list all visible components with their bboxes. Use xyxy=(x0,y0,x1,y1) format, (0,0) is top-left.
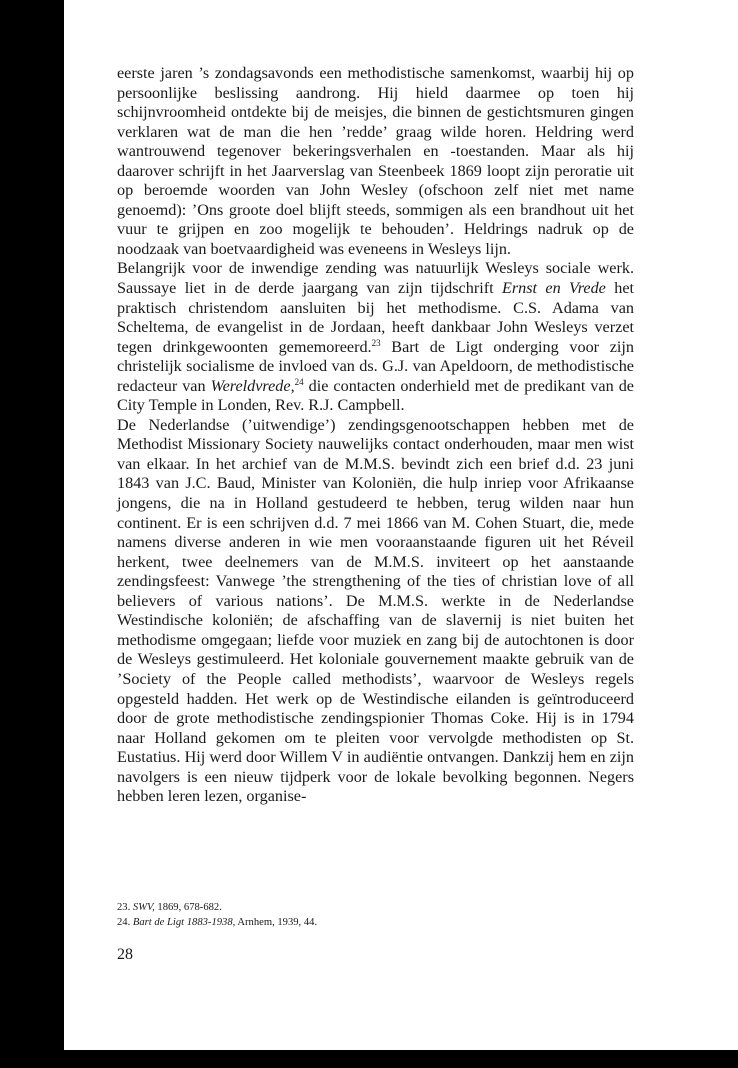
italic-text: Wereldvrede, xyxy=(210,376,295,395)
footnotes xyxy=(117,900,634,930)
text-run: 23. xyxy=(117,902,133,913)
italic-text: SWV, xyxy=(132,902,155,913)
page-number: 28 xyxy=(117,946,133,963)
text-run: 1869, 678-682. xyxy=(154,902,222,913)
footnote xyxy=(117,900,634,915)
text-run: eerste jaren ’s zondagsavonds een methodistische samenkomst, waarbij hij op persoonlijke beslissing aandrong. Hij hield daarmee op toen hij schijnvroomheid ontdekte bij de meisjes, die binnen de gestichtsmuren gingen verklaren wat de man die hen ’redde’ graag wilde horen. Heldring werd wantrouwend tegenover bekeringsverhalen en -toestanden. Maar als hij daarover schrijft in het Jaarverslag van Steenbeek 1869 loopt zijn peroratie uit op beroemde woorden van John Wesley (ofschoon zelf niet met name genoemd): ’Ons groote doel blijft steeds, sommigen als een brandhout uit het vuur te grijpen en zoo mogelijk te behouden’. Heldrings nadruk op de noodzaak van boetvaardigheid was eveneens in Wesleys lijn. xyxy=(117,64,634,258)
scan-border-left xyxy=(0,0,64,1068)
text-run: 24. xyxy=(117,917,133,928)
paragraph xyxy=(117,259,634,415)
text-run: Bart de Ligt onderging voor zijn christelijk socialisme de invloed van ds. G.J. van Apeldoorn, de methodistische redacteur van xyxy=(117,337,634,395)
footnote xyxy=(117,915,634,930)
italic-text: Ernst en Vrede xyxy=(501,279,606,298)
text-run: die contacten onderhield met de predikant van de City Temple in Londen, Rev. R.J. Campbell. xyxy=(117,376,634,415)
text-run: Belangrijk voor de inwendige zending was natuurlijk Wesleys sociale werk. Saussaye liet in de derde jaargang van zijn tijdschrift xyxy=(117,259,634,298)
text-run: Arnhem, 1939, 44. xyxy=(235,917,318,928)
text-run: het praktisch christendom aansluiten bij het methodisme. C.S. Adama van Scheltema, de evangelist in de Jordaan, heeft dankbaar John Wesleys verzet tegen drinkgewoonten gememoreerd. xyxy=(117,279,634,356)
paragraph xyxy=(117,416,634,807)
scan-border-bottom xyxy=(0,1050,738,1068)
body-text xyxy=(117,64,634,807)
italic-text: Bart de Ligt 1883-1938, xyxy=(132,917,236,928)
paragraph xyxy=(117,64,634,259)
footnote-ref: 23 xyxy=(371,337,381,348)
footnote-ref: 24 xyxy=(294,376,304,387)
text-run: De Nederlandse (’uitwendige’) zendingsgenootschappen hebben met de Methodist Missionary Society nauwelijks contact onderhouden, maar men wist van elkaar. In het archief van de M.M.S. bevindt zich een brief d.d. 23 juni 1843 van J.C. Baud, Minister van Koloniën, die hulp inriep voor Afrikaanse jongens, die na in Holland gestudeerd te hebben, terug wilden naar hun continent. Er is een schrijven d.d. 7 mei 1866 van M. Cohen Stuart, die, mede namens diverse anderen in wie men vooraanstaande figuren uit het Réveil herkent, twee deelnemers van de M.M.S. inviteert op het aanstaande zendingsfeest: Vanwege ’the strengthening of the ties of christian love of all believers of various nations’. De M.M.S. werkte in de Nederlandse Westindische koloniën; de afschaffing van de slavernij is niet buiten het methodisme omgegaan; liefde voor muziek en zang bij de autochtonen is door de Wesleys gestimuleerd. Het koloniale gouvernement maakte gebruik van de ’Society of the People called methodists’, waarvoor de Wesleys regels opgesteld hadden. Het werk op de Westindische eilanden is geïntroduceerd door de grote methodistische zendingspionier Thomas Coke. Hij is in 1794 naar Holland gekomen om te pleiten voor vervolgde methodisten op St. Eustatius. Hij werd door Willem V in audiëntie ontvangen. Dankzij hem en zijn navolgers is een nieuw tijdperk voor de lokale bevolking begonnen. Negers hebben leren lezen, organise- xyxy=(117,415,634,806)
